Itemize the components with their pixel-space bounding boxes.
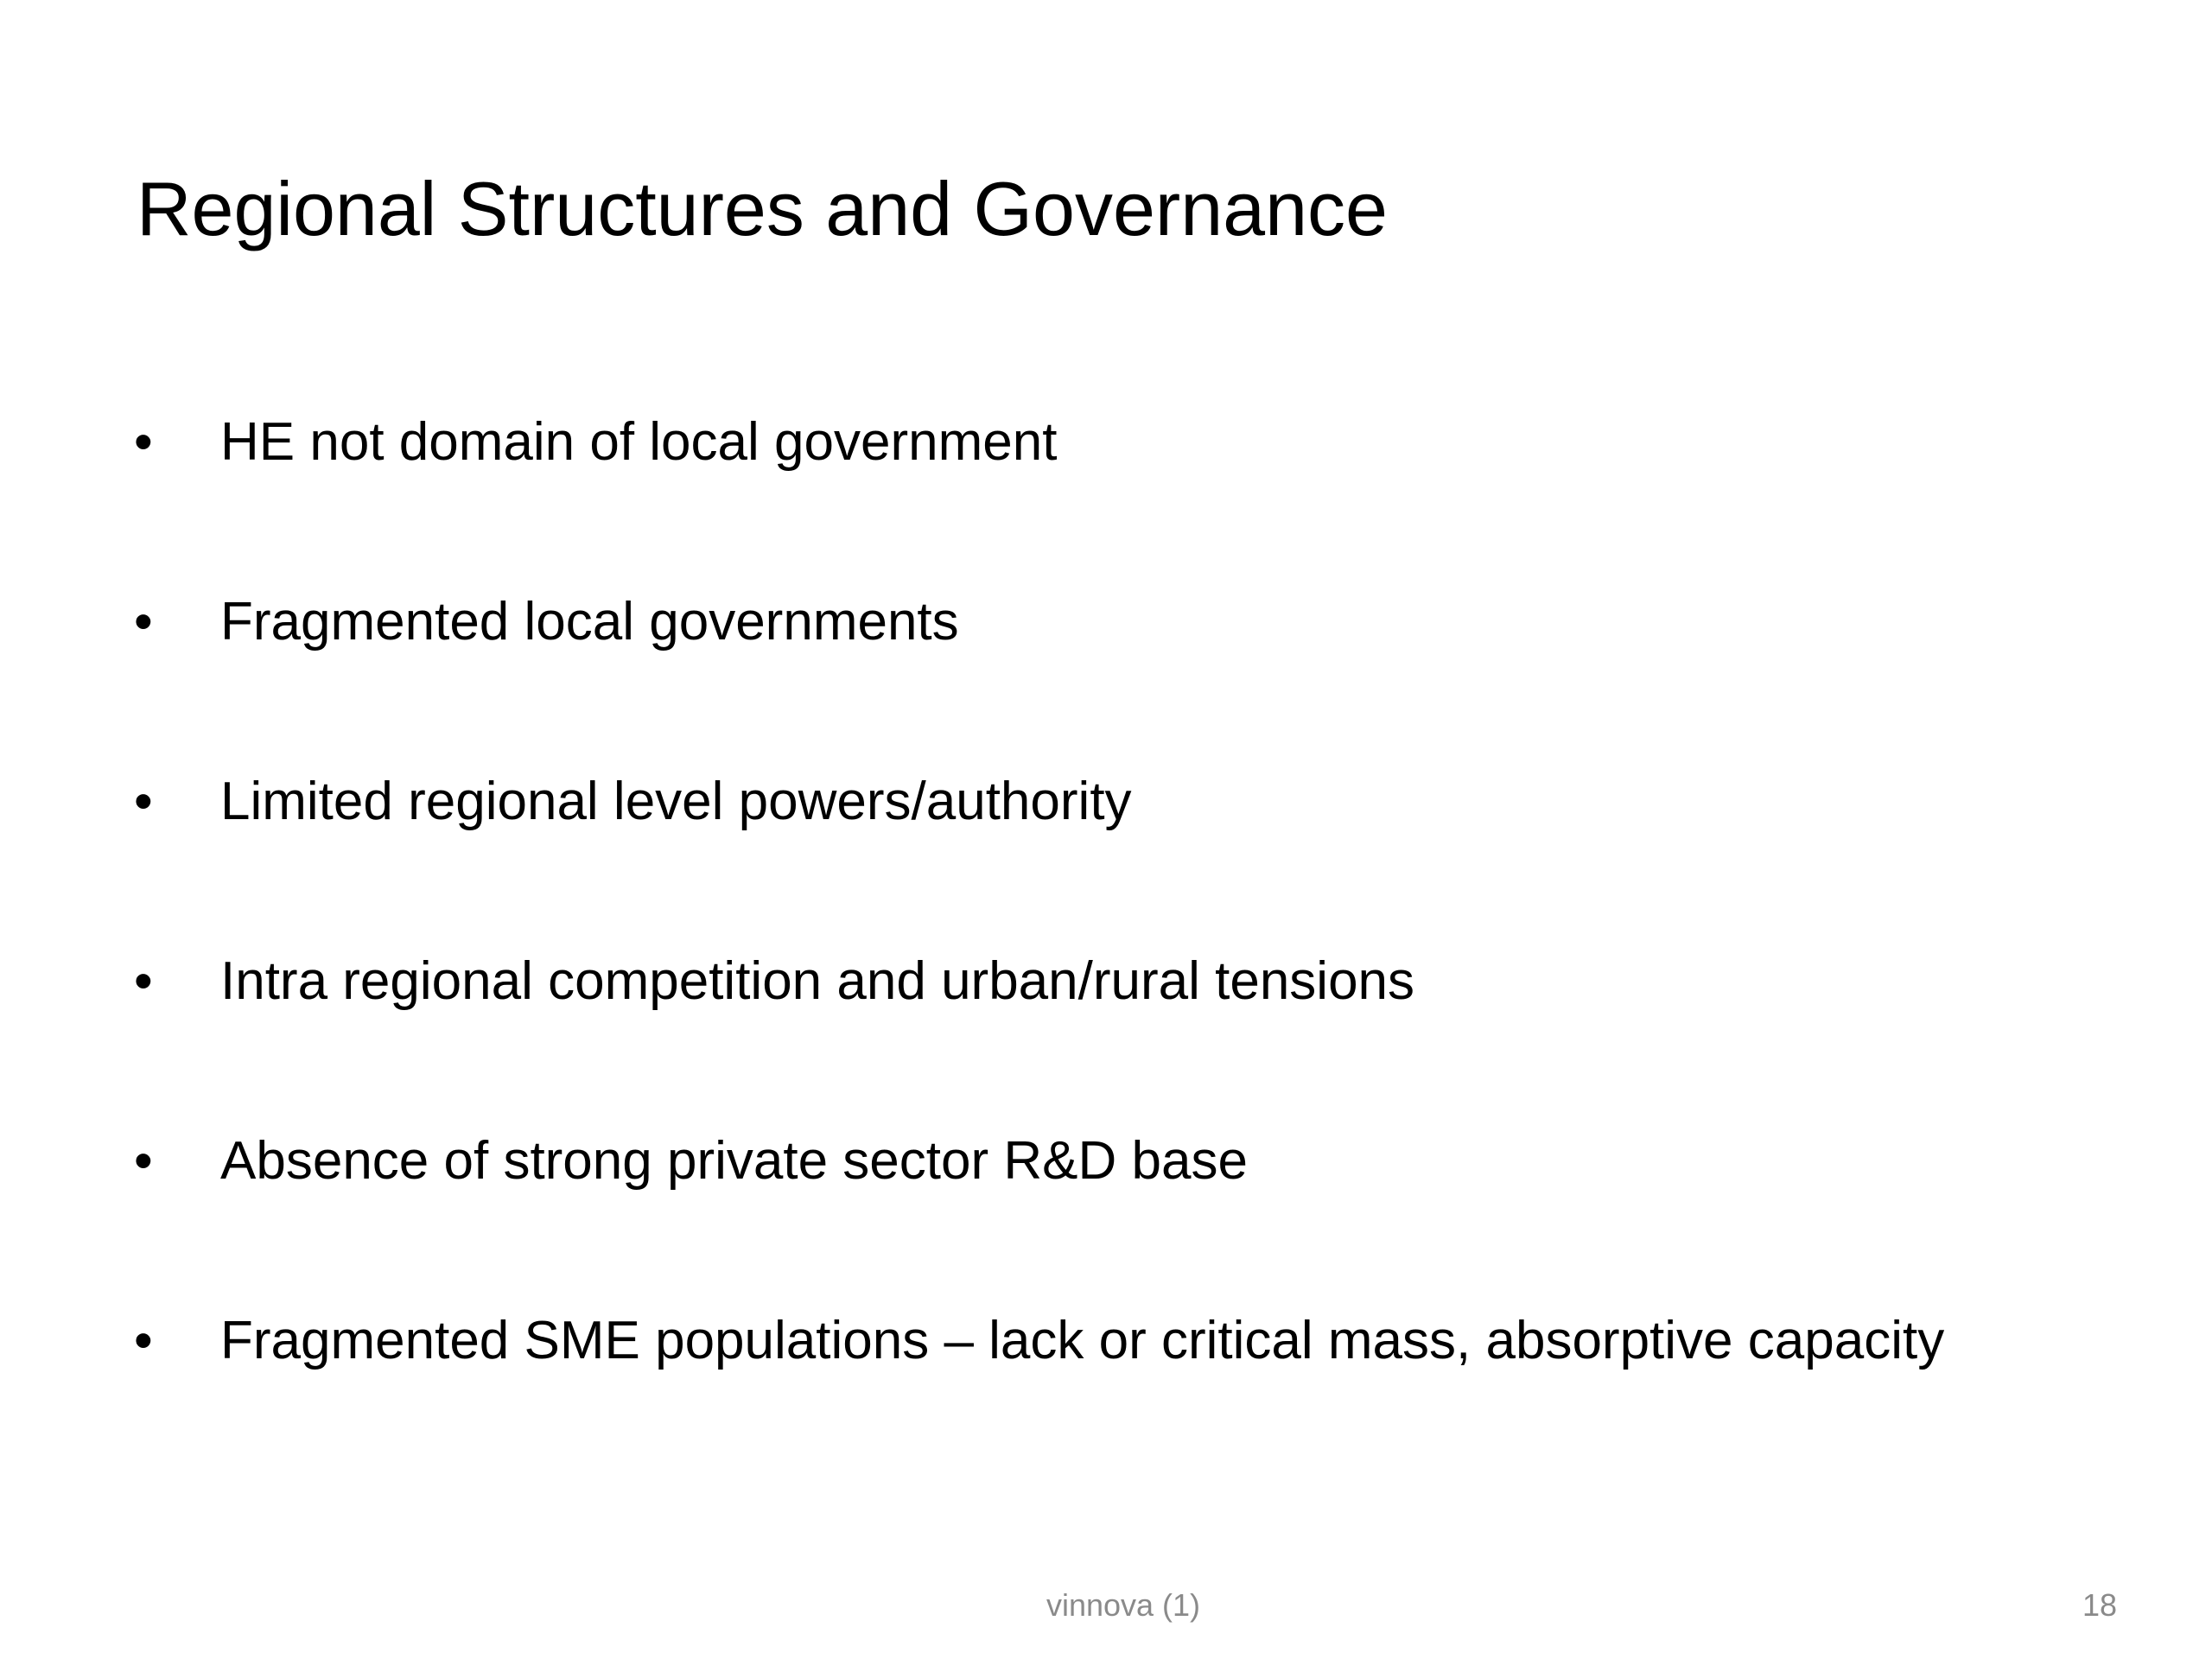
- bullet-text: Fragmented SME populations – lack or critical mass, absorptive capacity: [220, 1311, 1945, 1370]
- slide-number: 18: [2082, 1587, 2117, 1623]
- slide-footer: vinnova (1): [1046, 1587, 1201, 1623]
- bullet-text: Intra regional competition and urban/rural tensions: [220, 951, 1415, 1011]
- bullet-item: [134, 404, 1944, 583]
- bullet-text: Absence of strong private sector R&D base: [220, 1131, 1248, 1191]
- slide-title: Regional Structures and Governance: [137, 166, 1388, 251]
- bullet-item: [134, 583, 1944, 763]
- bullet-icon: •: [134, 772, 153, 831]
- bullet-item: [134, 1122, 1944, 1302]
- bullet-list: [134, 404, 1944, 1482]
- bullet-item: [134, 943, 1944, 1122]
- bullet-text: Limited regional level powers/authority: [220, 772, 1132, 831]
- bullet-item: [134, 1302, 1944, 1482]
- bullet-icon: •: [134, 951, 153, 1011]
- bullet-icon: •: [134, 592, 153, 652]
- bullet-icon: •: [134, 1311, 153, 1370]
- bullet-text: Fragmented local governments: [220, 592, 959, 652]
- bullet-icon: •: [134, 412, 153, 472]
- bullet-icon: •: [134, 1131, 153, 1191]
- bullet-text: HE not domain of local government: [220, 412, 1058, 472]
- bullet-item: [134, 763, 1944, 943]
